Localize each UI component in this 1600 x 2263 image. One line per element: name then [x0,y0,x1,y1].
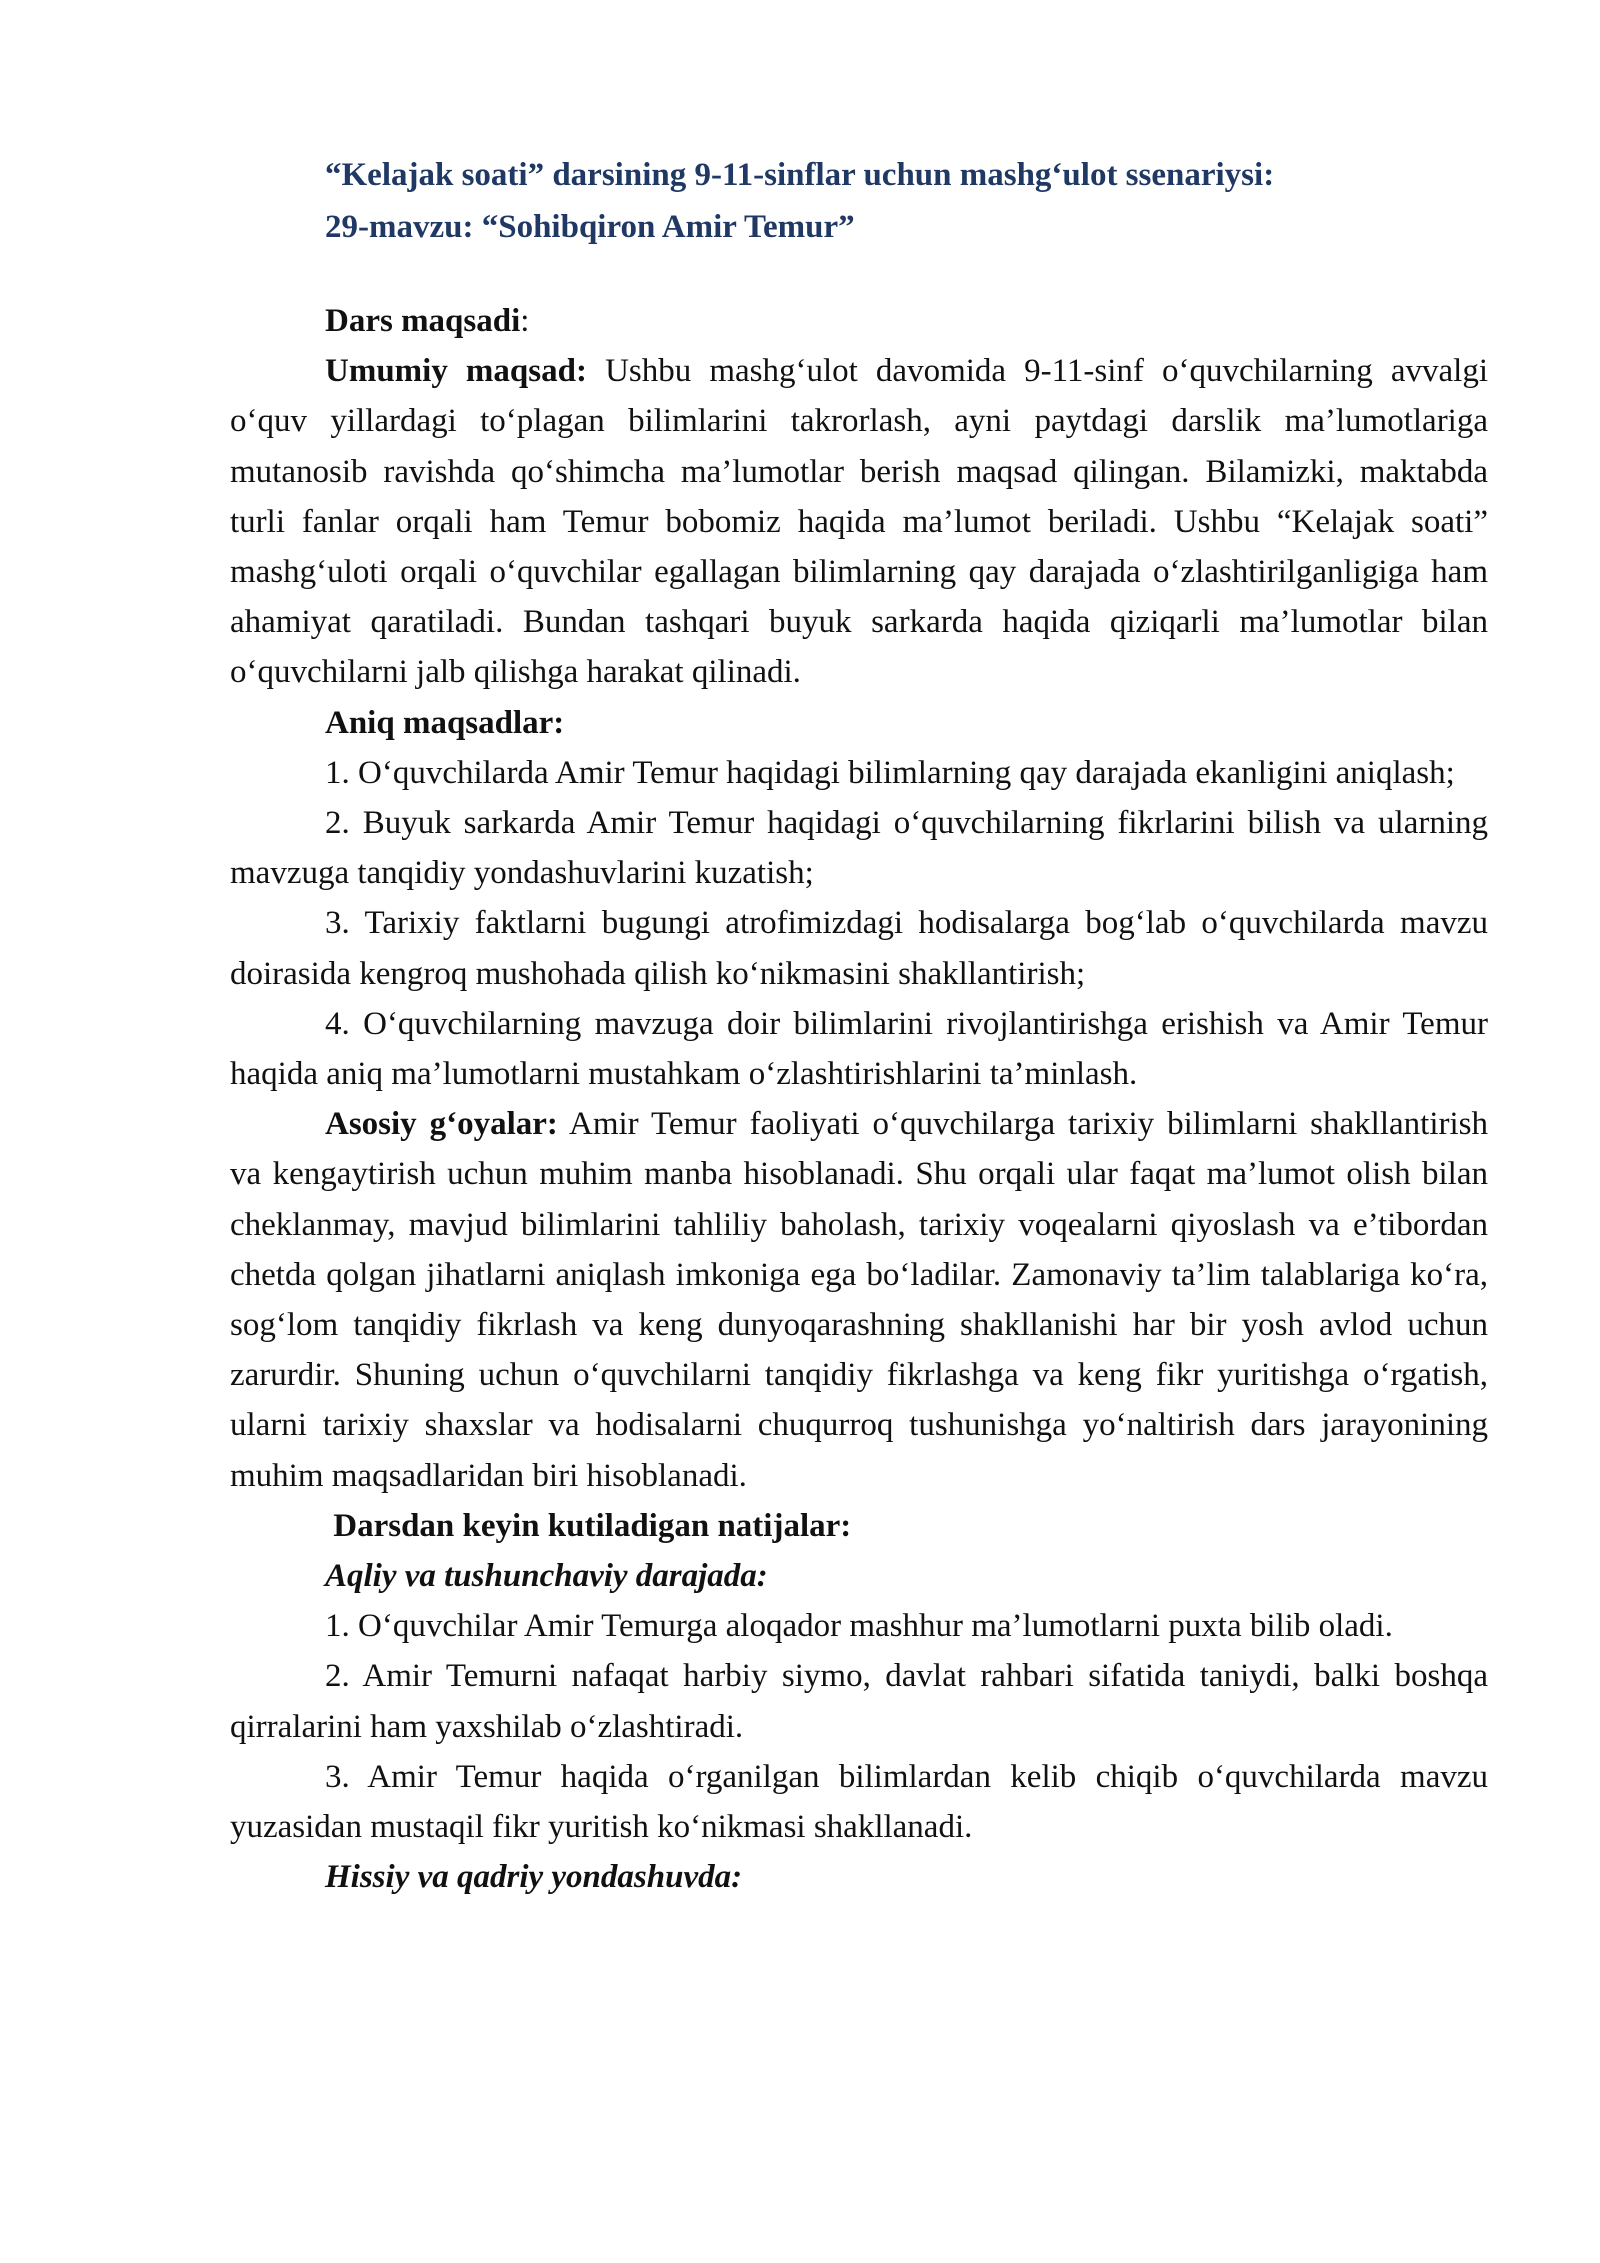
natijalar-label: Darsdan keyin kutiladigan natijalar: [325,1507,852,1544]
aqliy-item: 3. Amir Temur haqida o‘rganilgan bilimlardan kelib chiqib o‘quvchilarda mavzu yuzasidan mustaqil fikr yuritish ko‘nikmasi shakllanadi. [230,1758,1488,1846]
aniq-maqsad-item: 3. Tarixiy faktlarni bugungi atrofimizdagi hodisalarga bog‘lab o‘quvchilarda mavzu doirasida kengroq mushohada qilish ko‘nikmasini shakllantirish; [230,905,1488,992]
document-body [230,296,1488,1903]
aniq-maqsad-item: 2. Buyuk sarkarda Amir Temur haqidagi o‘quvchilarning fikrlarini bilish va ularning mavzuga tanqidiy yondashuvlarini kuzatish; [230,805,1488,892]
dars-maqsadi-label: Dars maqsadi [325,303,521,339]
aniq-maqsadlar-heading [230,698,1488,748]
aqliy-item: 2. Amir Temurni nafaqat harbiy siymo, davlat rahbari sifatida taniydi, balki boshqa qirralarini ham yaxshilab o‘zlashtiradi. [230,1658,1488,1745]
document-title-line-1: “Kelajak soati” darsining 9-11-sinflar uchun mashg‘ulot ssenariysi: [325,157,1275,193]
hissiy-heading [230,1852,1488,1902]
aniq-maqsad-item: 1. O‘quvchilarda Amir Temur haqidagi bilimlarning qay darajada ekanligini aniqlash; [325,754,1455,791]
dars-maqsadi-colon: : [520,303,530,339]
aniq-maqsad-item: 4. O‘quvchilarning mavzuga doir bilimlarini rivojlantirishga erishish va Amir Temur haqida aniq ma’lumotlarni mustahkam o‘zlashtirishlarini ta’minlash. [230,1005,1488,1093]
asosiy-goyalar-label: Asosiy g‘oyalar: [325,1106,558,1143]
umumiy-maqsad-text: Ushbu mashg‘ulot davomida 9-11-sinf o‘quvchilarning avvalgi o‘quv yillardagi to‘plagan bilimlarini takrorlash, ayni paytdagi darslik ma’lumotlariga mutanosib ravishda qo‘shimcha ma’lumotlar berish maqsad qilingan. Bilamizki, maktabda turli fanlar orqali ham Temur bobomiz haqida ma’lumot beriladi. Ushbu “Kelajak soati” mashg‘uloti orqali o‘quvchilar egallagan bilimlarning qay darajada o‘zlashtirilganligiga ham ahamiyat qaratiladi. Bundan tashqari buyuk sarkarda haqida qiziqarli ma’lumotlar bilan o‘quvchilarni jalb qilishga harakat qilinadi. [230,353,1489,691]
dars-maqsadi-heading [230,296,1488,346]
asosiy-goyalar-text: Amir Temur faoliyati o‘quvchilarga tarixiy bilimlarni shakllantirish va kengaytirish uchun muhim manba hisoblanadi. Shu orqali ular faqat ma’lumot olish bilan cheklanmay, mavjud bilimlarini tahliliy baholash, tarixiy voqealarni qiyoslash va e’tibordan chetda qolgan jihatlarni aniqlash imkoniga ega bo‘ladilar. Zamonaviy ta’lim talablariga ko‘ra, sog‘lom tanqidiy fikrlash va keng dunyoqarashning shakllanishi har bir yosh avlod uchun zarurdir. Shuning uchun o‘quvchilarni tanqidiy fikrlashga va keng fikr yuritishga o‘rgatish, ularni tarixiy shaxslar va hodisalarni chuqurroq tushunishga yo‘naltirish dars jarayonining muhim maqsadlaridan biri hisoblanadi. [230,1106,1488,1494]
aqliy-label: Aqliy va tushunchaviy darajada: [325,1558,768,1595]
document-title-line-2: 29-mavzu: “Sohibqiron Amir Temur” [325,209,855,245]
umumiy-maqsad-label: Umumiy maqsad: [325,353,587,390]
aqliy-item: 1. O‘quvchilar Amir Temurga aloqador mashhur ma’lumotlarni puxta bilib oladi. [325,1608,1393,1645]
hissiy-label: Hissiy va qadriy yondashuvda: [325,1859,743,1896]
umumiy-maqsad-paragraph [230,346,1488,697]
asosiy-goyalar-paragraph [230,1099,1488,1501]
aniq-maqsadlar-label: Aniq maqsadlar: [325,704,565,741]
aqliy-heading [230,1551,1488,1601]
natijalar-heading [230,1501,1488,1551]
